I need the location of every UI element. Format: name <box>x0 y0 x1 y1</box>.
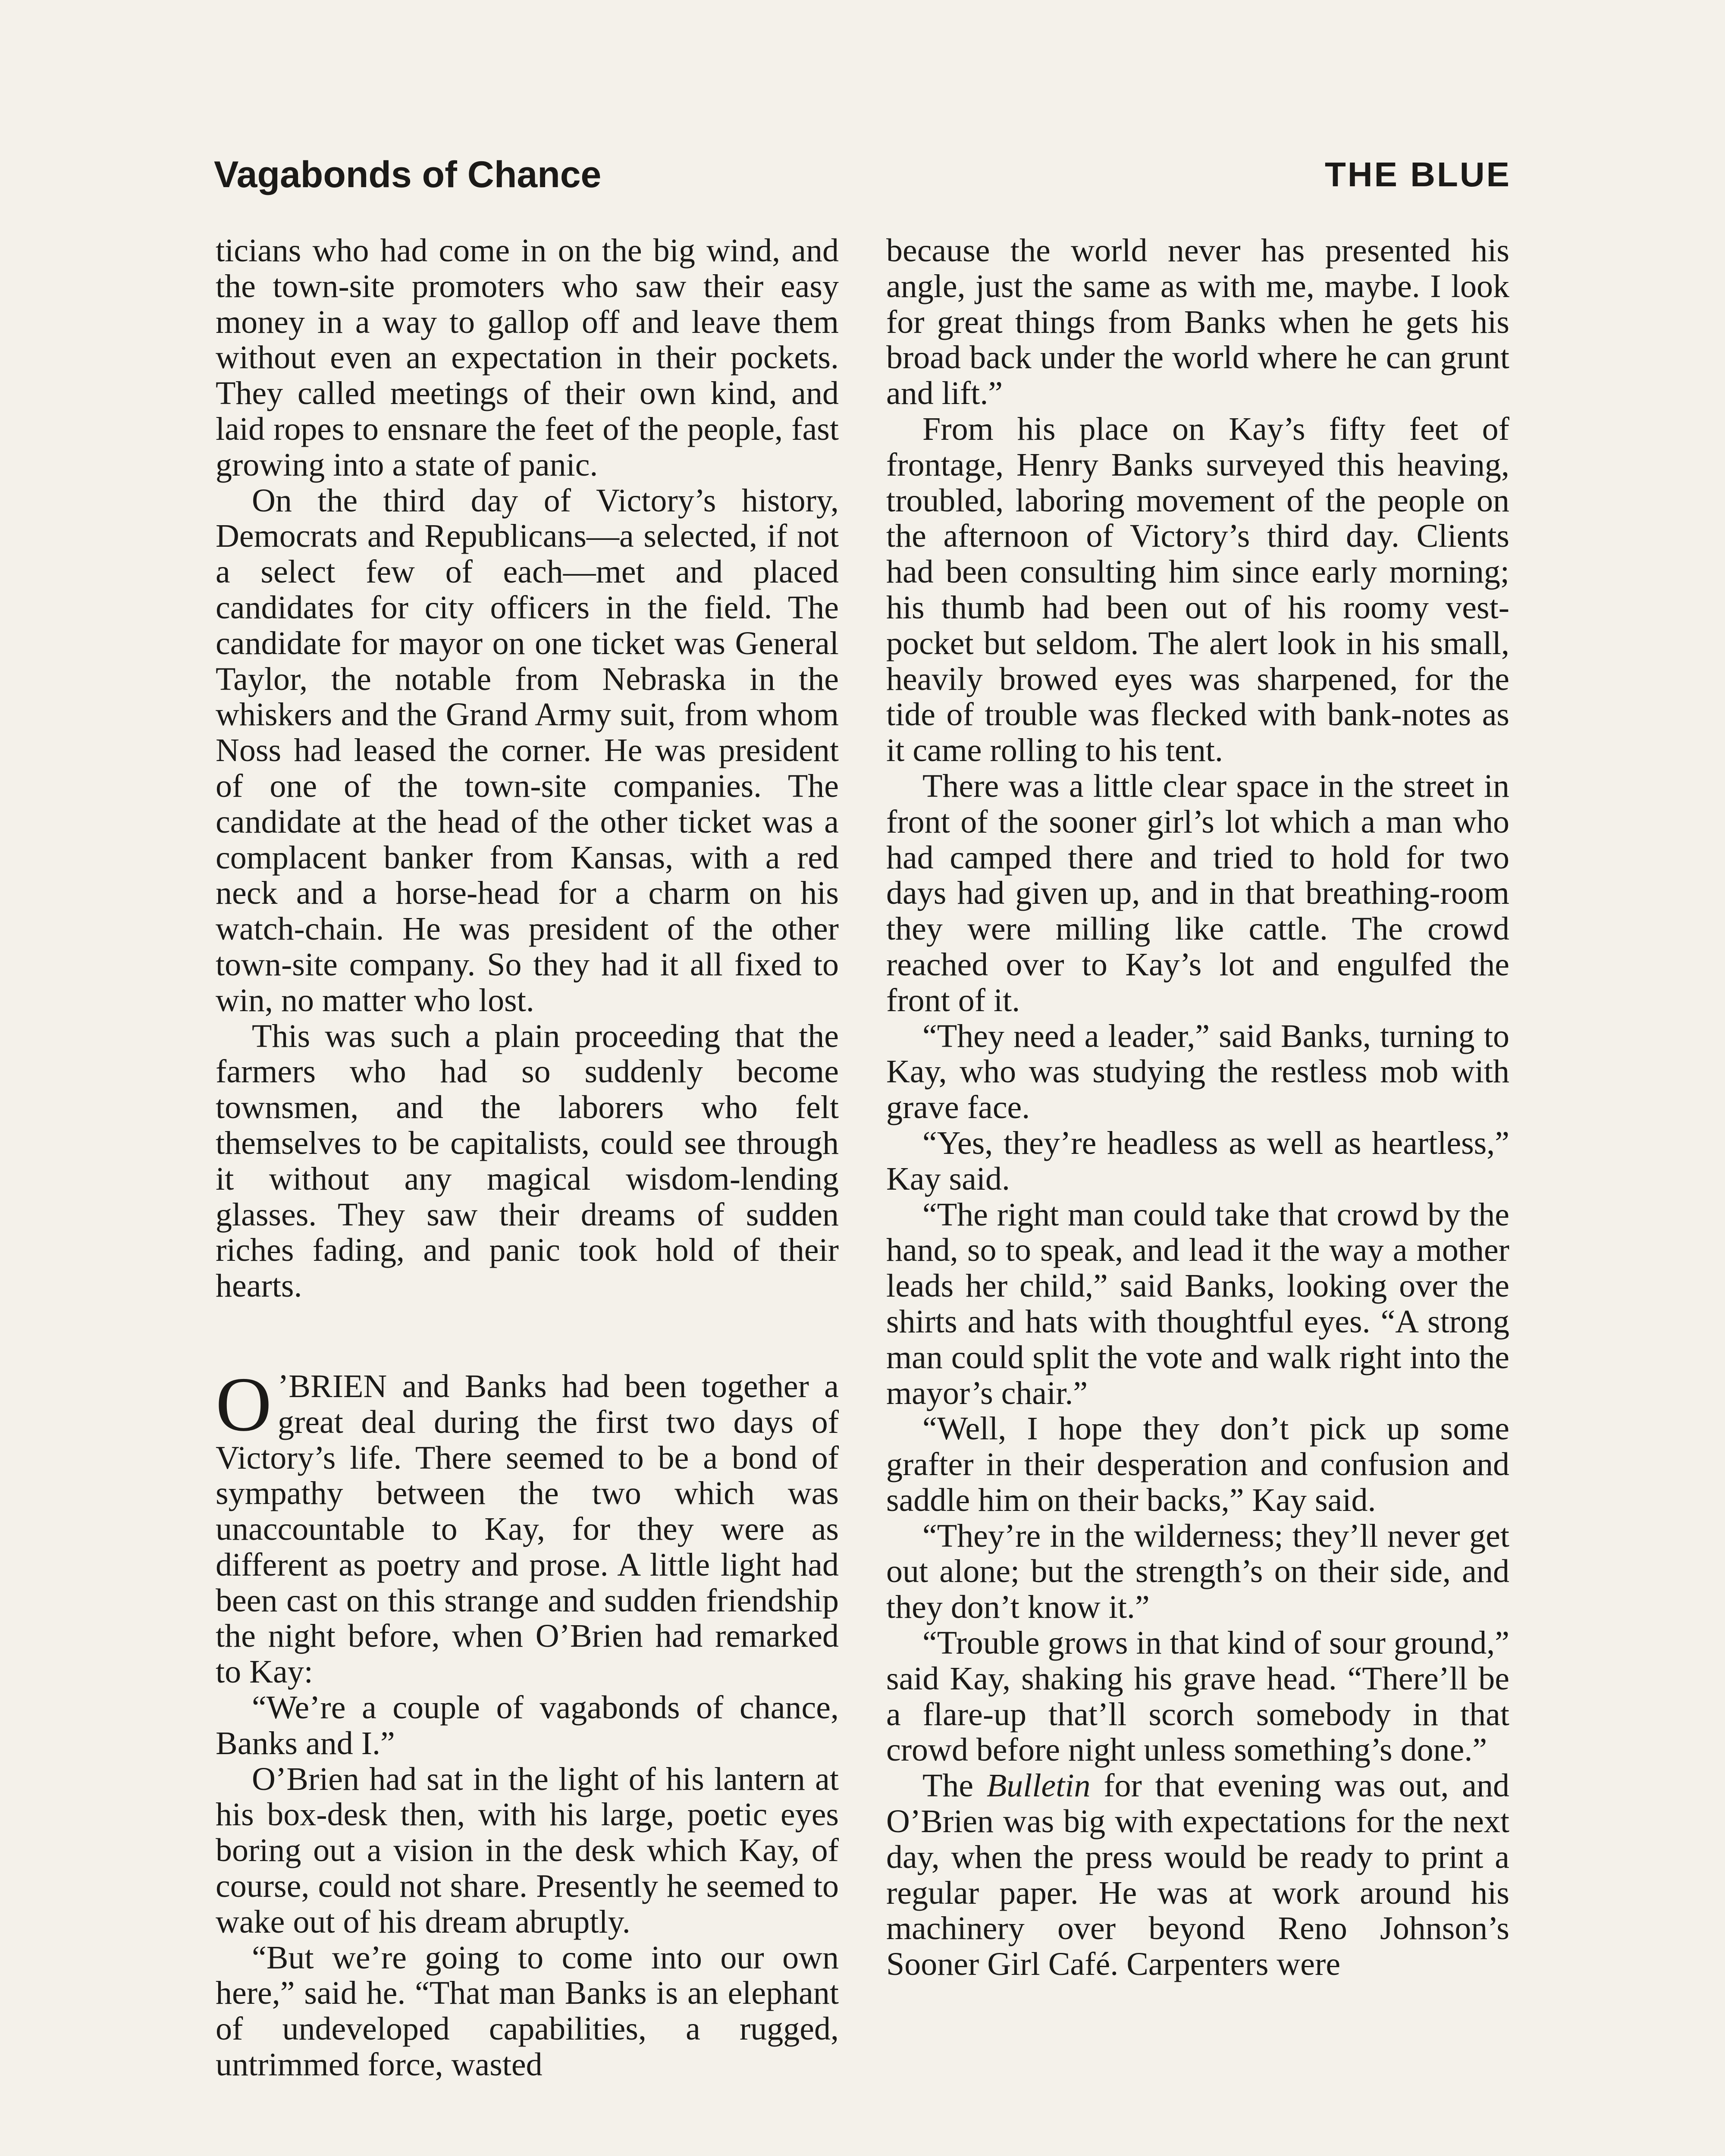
left-column <box>216 233 839 2156</box>
text-columns <box>216 233 1509 2156</box>
paragraph: “They need a leader,” said Banks, turning to Kay, who was studying the restless mob with grave face. <box>886 1018 1509 1126</box>
paragraph: “But we’re going to come into our own here,” said he. “That man Banks is an elephant of undeveloped capabilities, a rugged, untrimmed force, wasted <box>216 1939 839 2083</box>
page-header <box>214 147 1511 203</box>
paragraph <box>886 1768 1509 1982</box>
running-title: Vagabonds of Chance <box>214 154 602 195</box>
paragraph: On the third day of Victory’s history, Democrats and Republicans—a selected, if not a select few of each—met and placed candidates for city officers in the field. The candidate for mayor on one ticket was General Taylor, the notable from Nebraska in the whiskers and the Grand Army suit, from whom Noss had leased the corner. He was president of one of the town-site companies. The candidate at the head of the other ticket was a complacent banker from Kansas, with a red neck and a horse-head for a charm on his watch-chain. He was president of the other town-site company. So they had it all fixed to win, no matter who lost. <box>216 482 839 1018</box>
drop-cap: O <box>216 1361 272 1447</box>
section-opening-paragraph <box>216 1361 839 1690</box>
paragraph: “Well, I hope they don’t pick up some grafter in their desperation and confusion and saddle him on their backs,” Kay said. <box>886 1410 1509 1518</box>
paragraph: This was such a plain proceeding that the farmers who had so suddenly become townsmen, and the laborers who felt themselves to be capitalists, could see through it without any magical wisdom-lending glasses. They saw their dreams of sudden riches fading, and panic took hold of their hearts. <box>216 1018 839 1304</box>
paragraph: ticians who had come in on the big wind, and the town-site promoters who saw their easy money in a way to gallop off and leave them without even an expectation in their pockets. They called meetings of their own kind, and laid ropes to ensnare the feet of the people, fast growing into a state of panic. <box>216 233 839 483</box>
paragraph-text: ’BRIEN and Banks had been together a great deal during the first two days of Victory’s life. There seemed to be a bond of sympathy between the two which was unaccountable to Kay, for they were as different as poetry and prose. A little light had been cast on this strange and sudden friendship the night before, when O’Brien had remarked to Kay: <box>216 1368 839 1690</box>
paragraph: “The right man could take that crowd by the hand, so to speak, and lead it the way a mother leads her child,” said Banks, looking over the shirts and hats with thoughtful eyes. “A strong man could split the vote and walk right into the mayor’s chair.” <box>886 1196 1509 1411</box>
paragraph-text: for that evening was out, and O’Brien was big with expectations for the next day, when the press would be ready to print a regular paper. He was at work around his machinery over beyond Reno Johnson’s Sooner Girl Café. Carpenters were <box>886 1767 1509 1983</box>
paragraph: because the world never has presented his angle, just the same as with me, maybe. I look for great things from Banks when he gets his broad back under the world where he can grunt and lift.” <box>886 233 1509 412</box>
paragraph: There was a little clear space in the street in front of the sooner girl’s lot which a man who had camped there and tried to hold for two days had given up, and in that breathing-room they were milling like cattle. The crowd reached over to Kay’s lot and engulfed the front of it. <box>886 768 1509 1018</box>
paragraph-text: The <box>922 1767 987 1804</box>
paragraph: “Yes, they’re headless as well as heartless,” Kay said. <box>886 1125 1509 1197</box>
paragraph: “They’re in the wilderness; they’ll never get out alone; but the strength’s on their side, and they don’t know it.” <box>886 1517 1509 1626</box>
paragraph: “Trouble grows in that kind of sour ground,” said Kay, shaking his grave head. “There’ll be a flare-up that’ll scorch somebody in that crowd before night unless something’s done.” <box>886 1625 1509 1768</box>
right-column <box>886 233 1509 2156</box>
magazine-name: THE BLUE <box>1325 155 1511 194</box>
paragraph: O’Brien had sat in the light of his lantern at his box-desk then, with his large, poetic eyes boring out a vision in the desk which Kay, of course, could not share. Presently he seemed to wake out of his dream abruptly. <box>216 1761 839 1940</box>
paragraph: From his place on Kay’s fifty feet of frontage, Henry Banks surveyed this heaving, troubled, laboring movement of the people on the afternoon of Victory’s third day. Clients had been consulting him since early morning; his thumb had been out of his roomy vest-pocket but seldom. The alert look in his small, heavily browed eyes was sharpened, for the tide of trouble was flecked with bank-notes as it came rolling to his tent. <box>886 411 1509 769</box>
paragraph: “We’re a couple of vagabonds of chance, Banks and I.” <box>216 1689 839 1761</box>
newspaper-title: Bulletin <box>986 1767 1091 1804</box>
